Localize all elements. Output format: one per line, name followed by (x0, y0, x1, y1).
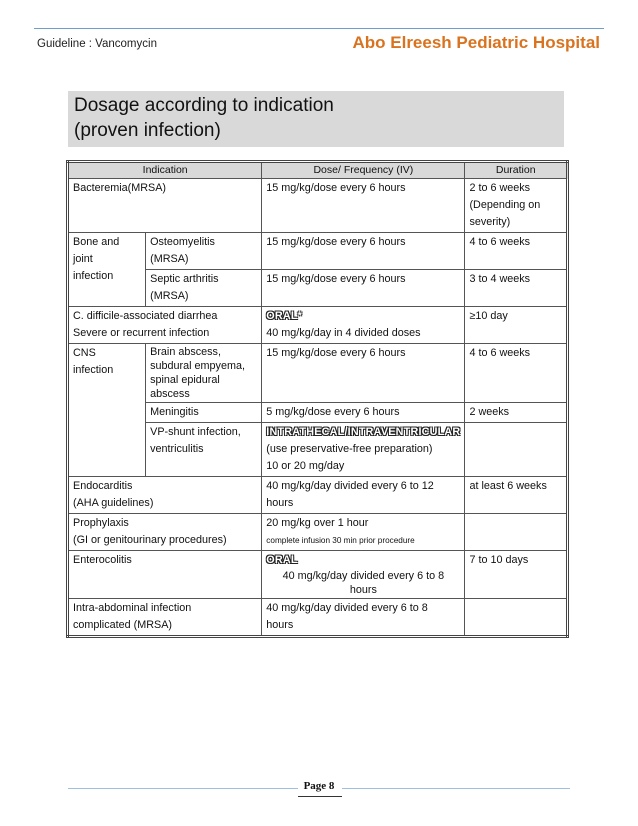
dose-cell: 5 mg/kg/dose every 6 hours (262, 403, 465, 423)
duration-line: 2 to 6 weeks (469, 182, 531, 194)
duration-cell: 4 to 6 weeks (465, 233, 568, 270)
group-cell-bone-joint (68, 233, 146, 307)
group-line: infection (73, 364, 114, 376)
dose-cell: 15 mg/kg/dose every 6 hours (262, 344, 465, 403)
indication-line: C. difficile-associated diarrhea (73, 310, 218, 322)
page-number: Page 8 (303, 780, 335, 792)
route-tag: ORAL (266, 554, 298, 566)
dose-cell (262, 307, 465, 344)
duration-cell (465, 179, 568, 233)
dose-cell: 15 mg/kg/dose every 6 hours (262, 270, 465, 307)
indication-line: Prophylaxis (73, 517, 129, 529)
subindication-line: Osteomyelitis (150, 236, 215, 248)
route-tag: ORAL* (266, 310, 303, 322)
duration-line: severity) (469, 216, 511, 228)
dose-line: 20 mg/kg over 1 hour (266, 517, 369, 529)
table-row (68, 307, 568, 344)
indication-cell (68, 477, 262, 514)
subindication-cell: Meningitis (146, 403, 262, 423)
indication-line: Endocarditis (73, 480, 133, 492)
indication-cell: Enterocolitis (68, 551, 262, 599)
duration-cell: 4 to 6 weeks (465, 344, 568, 403)
dose-cell (262, 477, 465, 514)
duration-cell: at least 6 weeks (465, 477, 568, 514)
indication-line: Severe or recurrent infection (73, 327, 210, 339)
subindication-cell (146, 270, 262, 307)
dose-cell: 15 mg/kg/dose every 6 hours (262, 233, 465, 270)
group-line: joint (73, 253, 93, 265)
section-title-line1: Dosage according to indication (74, 95, 334, 116)
group-cell-cns (68, 344, 146, 477)
dose-line: 10 or 20 mg/day (266, 460, 345, 472)
group-line: CNS (73, 347, 96, 359)
duration-cell (465, 423, 568, 477)
indication-cell (68, 307, 262, 344)
header-rule (34, 28, 604, 29)
table-row (68, 599, 568, 637)
indication-line: (GI or genitourinary procedures) (73, 534, 227, 546)
duration-cell (465, 514, 568, 551)
dose-cell (262, 599, 465, 637)
indication-cell: Bacteremia(MRSA) (68, 179, 262, 233)
dose-line: 40 mg/kg/day in 4 divided doses (266, 327, 421, 339)
route-tag: INTRATHECAL/INTRAVENTRICULAR (266, 426, 461, 438)
indication-line: Intra-abdominal infection (73, 602, 192, 614)
table-row (68, 551, 568, 599)
subindication-line: VP-shunt infection, (150, 426, 241, 438)
duration-cell: 2 weeks (465, 403, 568, 423)
indication-cell (68, 599, 262, 637)
table-header-row (68, 162, 568, 179)
subindication-line: Septic arthritis (150, 273, 219, 285)
duration-cell: ≥10 day (465, 307, 568, 344)
group-line: infection (73, 270, 114, 282)
header-duration: Duration (465, 162, 568, 179)
subindication-cell (146, 233, 262, 270)
dose-line: 40 mg/kg/day divided every 6 to 12 (266, 480, 434, 492)
indication-line: complicated (MRSA) (73, 619, 172, 631)
dose-cell (262, 514, 465, 551)
duration-cell: 7 to 10 days (465, 551, 568, 599)
subindication-cell (146, 423, 262, 477)
table-row (68, 477, 568, 514)
indication-cell (68, 514, 262, 551)
dose-cell (262, 423, 465, 477)
dose-line: hours (266, 619, 294, 631)
table-row (68, 514, 568, 551)
section-title-line2: (proven infection) (74, 120, 221, 141)
dose-cell: 15 mg/kg/dose every 6 hours (262, 179, 465, 233)
duration-cell: 3 to 4 weeks (465, 270, 568, 307)
dose-line: 40 mg/kg/day divided every 6 to 8 (282, 570, 445, 582)
dose-line: 40 mg/kg/day divided every 6 to 8 (266, 602, 428, 614)
header-hospital-name: Abo Elreesh Pediatric Hospital (352, 33, 600, 52)
group-line: Bone and (73, 236, 120, 248)
indication-line: (AHA guidelines) (73, 497, 154, 509)
subindication-line: ventriculitis (150, 443, 204, 455)
subindication-line: (MRSA) (150, 253, 189, 265)
header-guideline-label: Guideline : Vancomycin (37, 38, 157, 50)
header-indication: Indication (68, 162, 262, 179)
dose-line: (use preservative-free preparation) (266, 443, 433, 455)
table-row (68, 179, 568, 233)
section-title (68, 91, 564, 147)
dosage-table (66, 160, 569, 638)
table-row (68, 344, 568, 403)
subindication-cell: Brain abscess, subdural empyema, spinal epidural abscess (146, 344, 262, 403)
dose-cell (262, 551, 465, 599)
page-number-underline (298, 796, 342, 797)
subindication-line: (MRSA) (150, 290, 189, 302)
dose-line: hours (266, 497, 294, 509)
dose-line: hours (349, 584, 377, 596)
duration-line: (Depending on (469, 199, 541, 211)
header-dose: Dose/ Frequency (IV) (262, 162, 465, 179)
table-row (68, 233, 568, 270)
duration-cell (465, 599, 568, 637)
dose-note: complete infusion 30 min prior procedure (266, 536, 415, 545)
